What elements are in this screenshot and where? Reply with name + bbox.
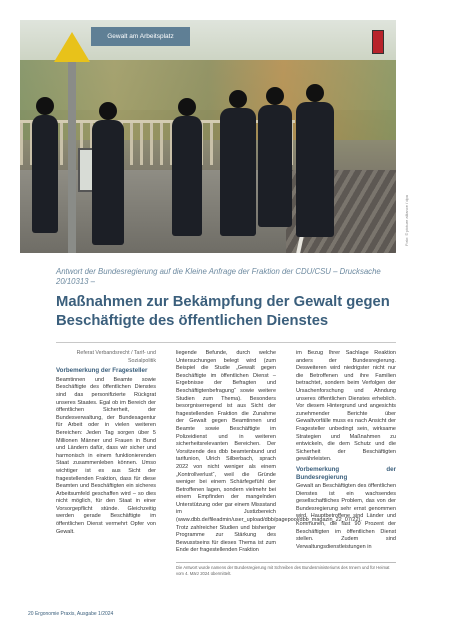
header-photo	[20, 20, 396, 253]
footnote-divider	[176, 562, 396, 563]
section-heading: Vorbemerkung der Fragesteller	[56, 367, 148, 375]
body-text: Beamtinnen und Beamte sowie Beschäftigte des öffentlichen Dienstes sind das personifizierte Rückgrat unseres Staates. Egal ob im Bereich der öffentlichen Sicherheit, der Bundesverwaltung, der Bundesagentur für Arbeit oder in vielen weiteren Bereichen: Jeden Tag sorgen über 5 Millionen Männer und Frauen in Bund und Ländern dafür, dass wir sicher und harmonisch in einem funktionierenden Staat zusammenleben können. Umso wichtiger ist es aus Sicht der fragestellenden Fraktion, dass für diese Beamten und Beschäftigten ein sicheres Arbeitsumfeld geschaffen wird – so dies nicht möglich, für den Staat in einer Vorsorgepflicht stünde. Gleichzeitig werden gerade Beschäftigte im öffentlichen Dienst vermehrt Opfer von Gewalt.	[56, 376, 156, 535]
police-officer	[32, 115, 58, 233]
warning-sign-icon	[54, 32, 90, 62]
police-officer	[92, 120, 124, 245]
article-author: Referat Verbandsrecht / Tarif- und Sozialpolitik	[76, 350, 156, 364]
body-text: liegende Befunde, durch welche Untersuchungen belegt wird (zum Beispiel die Studie „Gewalt gegen Beschäftigte im öffentlichen Dienst – Ergebnisse der Befragten und Beschäftigtenbefragung“ sowie weitere Studien zum Thema). Besonders besorgniserregend ist aus Sicht der fragestellenden Fraktion die Zunahme der Gewalt gegen Beamtinnen und Beamte sowie Beschäftigte im Polizeidienst und in weiteren sicherheitsrelevanten Bereichen. Der Vorsitzende des dbb beamtenbund und tarifunion, Ulrich Silberbach, sprach 2022 von nicht weniger als einem „Kontrollverlust“, weil die Gründe weniger bei einem Schärfegefühl der Betroffenen lagen, sondern vielmehr bei einem Empfinden der mangelnden Unterstützung oder gar einem Missstand im Justizbereich (www.dbb.de/fileadmin/user_upload/dbb/pagepool/dbb_magazin_22_07/22). Trotz zahlreicher Studien und bisheriger Programme zur Stärkung des Bewusstseins für dieses Thema ist zum Ende der fragestellenden Fraktion	[176, 350, 362, 554]
title-divider	[56, 342, 396, 343]
police-officer	[296, 102, 334, 237]
category-tag: Gewalt am Arbeitsplatz	[91, 27, 190, 46]
police-officer	[258, 105, 292, 227]
police-officer	[172, 116, 202, 236]
article-intro: Antwort der Bundesregierung auf die Kleine Anfrage der Fraktion der CDU/CSU – Drucksache 20/10313 –	[56, 267, 381, 286]
footnote: Die Antwort wurde namens der Bundesregierung mit Schreiben des Bundesministeriums des Innern und für Heimat vom 4. März 2024 übermittelt.	[176, 565, 390, 576]
police-officer	[220, 108, 256, 236]
article-title: Maßnahmen zur Bekämpfung der Gewalt gegen Beschäftigte des öffentlichen Dienstes	[56, 294, 390, 329]
article-column-1	[56, 350, 156, 538]
body-text: Gewalt an Beschäftigten des öffentlichen Dienstes ist ein wachsendes gesellschaftliches Problem, das von der Bundesregierung sehr ernst genommen wird. Hauptbetroffene sind Länder und Kommunen, die fast 90 Prozent der Beschäftigten im öffentlichen Dienst stellen. Zudem sind Verwaltungsdienstleistungen in	[296, 483, 396, 550]
railway-signal-icon	[372, 30, 384, 54]
section-heading: Vorbemerkung der Bundesregierung	[296, 465, 396, 481]
body-text: im Bezug Ihrer Sachlage Reaktion anders der Bundesregierung. Desweiteren wird niedrigster nicht nur die Betroffenen und ihre Familien betrachtet, sondern beim Verfolgen der Ursachenforschung und Ahndung unseres öffentlichen Dienstes erheblich. Vor diesem Hintergrund und angesichts zunehmender Berichte über Gewaltvorfälle muss es nach Ansicht der Fragesteller unbedingt sein, wirksame Strategien und Maßnahmen zu entwickeln, die dem Schutz und die Sicherheit der Beschäftigten gewährleisten.	[296, 350, 396, 463]
article-column-3	[296, 350, 396, 553]
photo-credit: Foto: © picture alliance / dpa	[404, 195, 409, 246]
sign-pole	[68, 60, 76, 253]
page-folio: 20 Ergonomie Praxis, Ausgabe 1/2024	[28, 611, 114, 617]
